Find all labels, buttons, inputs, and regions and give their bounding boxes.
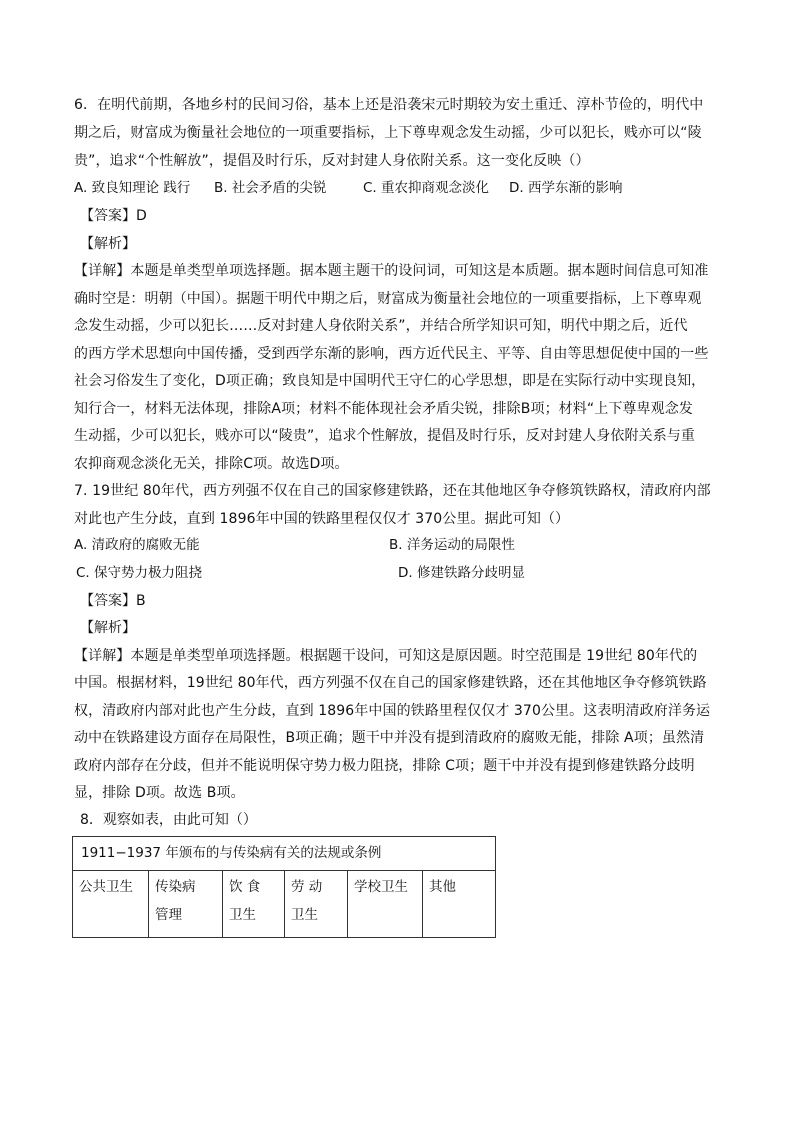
q6-detail-line-8: 农抑商观念淡化无关，排除C项。故选D项。 xyxy=(74,456,349,472)
table-cell-text: 管理 xyxy=(155,907,182,923)
table-cell-public-health xyxy=(73,871,149,938)
table-cell-text: 卫生 xyxy=(229,907,256,923)
table-cell-text: 学校卫生 xyxy=(354,879,408,895)
q6-option-d: D. 西学东渐的影响 xyxy=(509,180,623,196)
q7-detail-line-5: 政府内部存在分歧，但并不能说明保守势力极力阻挠，排除 C项；题干中并没有提到修建铁路分歧明 xyxy=(74,758,695,774)
q6-detail-line-1: 【详解】本题是单类型单项选择题。据本题主题干的设问词，可知这是本质题。据本题时间信息可知准 xyxy=(74,263,709,279)
q7-detail-line-3: 权，清政府内部对此也产生分歧，直到 1896年中国的铁路里程仅仅才 370公里。这表明清政府洋务运 xyxy=(74,703,711,719)
q7-detail-line-2: 中国。根据材料，19世纪 80年代，西方列强不仅在自己的国家修建铁路，还在其他地区争夺修筑铁路 xyxy=(74,675,707,691)
q6-detail-line-4: 的西方学术思想向中国传播，受到西学东渐的影响，西方近代民主、平等、自由等思想促使中国的一些 xyxy=(74,346,709,362)
q7-answer: 【答案】B xyxy=(80,593,146,609)
table-cell-text: 饮 食 xyxy=(229,879,261,895)
q6-option-b: B. 社会矛盾的尖锐 xyxy=(214,180,327,196)
q7-analysis-tag: 【解析】 xyxy=(80,620,136,636)
q7-detail-line-1: 【详解】本题是单类型单项选择题。根据题干设问，可知这是原因题。时空范围是 19世纪 80年代的 xyxy=(74,648,698,664)
q7-option-b: B. 洋务运动的局限性 xyxy=(389,537,515,553)
table-cell-text: 劳 动 xyxy=(291,879,323,895)
table-cell-text: 卫生 xyxy=(291,907,318,923)
q6-analysis-tag: 【解析】 xyxy=(80,236,136,252)
table-cell-text: 公共卫生 xyxy=(79,879,133,895)
table-caption: 1911−1937 年颁布的与传染病有关的法规或条例 xyxy=(73,837,495,871)
table-cell-school-hygiene xyxy=(348,871,423,938)
q6-stem-line-1: 6．在明代前期，各地乡村的民间习俗，基本上还是沿袭宋元时期较为安土重迁、淳朴节俭的，明代中 xyxy=(74,97,704,113)
q6-stem-line-3: 贵”，追求“个性解放”，提倡及时行乐，反对封建人身依附关系。这一变化反映（） xyxy=(74,153,590,169)
regulations-table xyxy=(72,836,496,938)
table-cell-other xyxy=(423,871,495,938)
q7-option-a: A. 清政府的腐败无能 xyxy=(74,537,200,553)
q6-option-c: C. 重农抑商观念淡化 xyxy=(363,180,490,196)
table-cell-text: 传染病 xyxy=(155,879,196,895)
q6-detail-line-7: 生动摇，少可以犯长，贱亦可以“陵贵”，追求个性解放，提倡及时行乐，反对封建人身依附关系与重 xyxy=(74,428,696,444)
table-cell-food-hygiene xyxy=(223,871,285,938)
q6-detail-line-3: 念发生动摇，少可以犯长……反对封建人身依附关系”，并结合所学知识可知，明代中期之后，近代 xyxy=(74,318,688,334)
table-cell-labor-hygiene xyxy=(285,871,348,938)
table-cell-infectious-disease xyxy=(149,871,223,938)
q8-stem: 8．观察如表，由此可知（） xyxy=(80,812,257,828)
q6-detail-line-5: 社会习俗发生了变化，D项正确；致良知是中国明代王守仁的心学思想，即是在实际行动中实现良知， xyxy=(74,373,706,389)
q7-detail-line-4: 动中在铁路建设方面存在局限性，B项正确；题干中并没有提到清政府的腐败无能，排除 A项；虽然清 xyxy=(74,730,705,746)
table-cell-text: 其他 xyxy=(429,879,456,895)
q6-detail-line-6: 知行合一，材料无法体现，排除A项；材料不能体现社会矛盾尖锐，排除B项；材料“上下尊卑观念发 xyxy=(74,401,693,417)
q6-detail-line-2: 确时空是：明朝（中国）。据题干明代中期之后，财富成为衡量社会地位的一项重要指标，上下尊卑观 xyxy=(74,291,702,307)
q6-stem-line-2: 期之后，财富成为衡量社会地位的一项重要指标，上下尊卑观念发生动摇，少可以犯长，贱亦可以“陵 xyxy=(74,125,702,141)
q6-answer: 【答案】D xyxy=(80,208,147,224)
q7-option-c: C. 保守势力极力阻挠 xyxy=(76,565,203,581)
q6-option-a: A. 致良知理论 践行 xyxy=(74,180,191,196)
q7-stem-line-1: 7. 19世纪 80年代，西方列强不仅在自己的国家修建铁路，还在其他地区争夺修筑铁路权，清政府内部 xyxy=(74,483,711,499)
q7-stem-line-2: 对此也产生分歧，直到 1896年中国的铁路里程仅仅才 370公里。据此可知（） xyxy=(74,511,570,527)
q7-option-d: D. 修建铁路分歧明显 xyxy=(398,565,525,581)
q7-detail-line-6: 显，排除 D项。故选 B项。 xyxy=(74,785,245,801)
